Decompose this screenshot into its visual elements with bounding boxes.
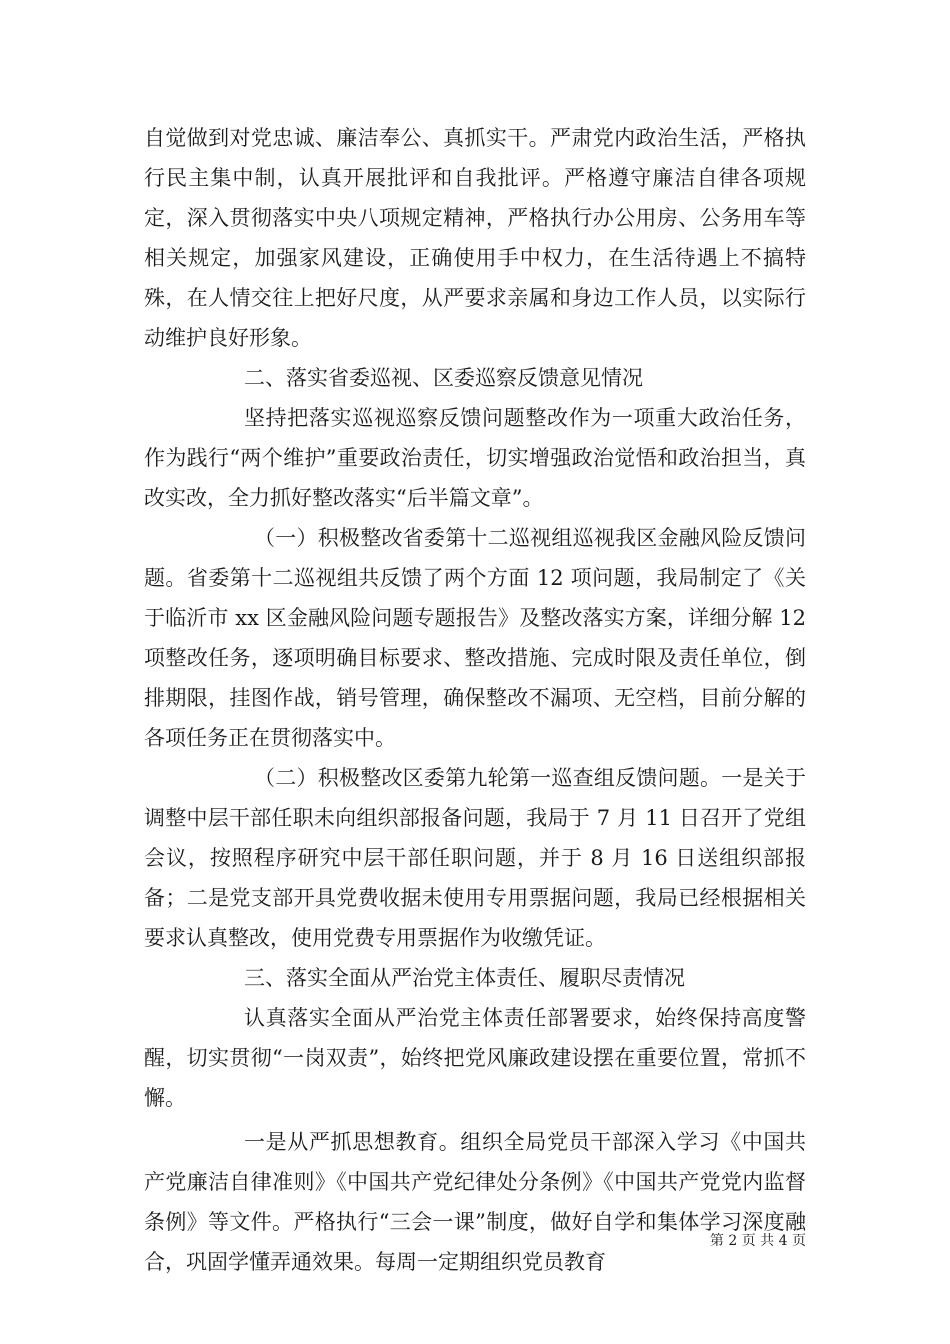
page-number-footer: 第 2 页 共 4 页 — [709, 1233, 806, 1249]
paragraph-section-2-intro: 坚持把落实巡视巡察反馈问题整改作为一项重大政治任务，作为践行“两个维护”重要政治责任，切实增强政治觉悟和政治担当，真改实改，全力抓好整改落实“后半篇文章”。 — [144, 406, 806, 510]
paragraph-section-3-intro: 认真落实全面从严治党主体责任部署要求，始终保持高度警醒，切实贯彻“一岗双责”，始终把党风廉政建设摆在重要位置，常抓不懈。 — [144, 1006, 806, 1110]
section-heading-2: 二、落实省委巡视、区委巡察反馈意见情况 — [244, 366, 643, 390]
paragraph-item-1: （一）积极整改省委第十二巡视组巡视我区金融风险反馈问题。省委第十二巡视组共反馈了两个方面 12 项问题，我局制定了《关于临沂市 xx 区金融风险问题专题报告》及整改落实方案，详细分解 12 项整改任务，逐项明确目标要求、整改措施、完成时限及责任单位，倒排期限，挂图作战，销号管理，确保整改不漏项、无空档，目前分解的各项任务正在贯彻落实中。 — [144, 526, 806, 750]
section-heading-3: 三、落实全面从严治党主体责任、履职尽责情况 — [244, 966, 685, 990]
paragraph-education: 一是从严抓思想教育。组织全局党员干部深入学习《中国共产党廉洁自律准则》《中国共产党纪律处分条例》《中国共产党党内监督条例》等文件。严格执行“三会一课”制度，做好自学和集体学习深度融合，巩固学懂弄通效果。每周一定期组织党员教育 — [144, 1130, 806, 1274]
paragraph-continuation: 自觉做到对党忠诚、廉洁奉公、真抓实干。严肃党内政治生活，严格执行民主集中制，认真开展批评和自我批评。严格遵守廉洁自律各项规定，深入贯彻落实中央八项规定精神，严格执行办公用房、公务用车等相关规定，加强家风建设，正确使用手中权力，在生活待遇上不搞特殊，在人情交往上把好尺度，从严要求亲属和身边工作人员，以实际行动维护良好形象。 — [144, 126, 806, 350]
paragraph-item-2: （二）积极整改区委第九轮第一巡查组反馈问题。一是关于调整中层干部任职未向组织部报备问题，我局于 7 月 11 日召开了党组会议，按照程序研究中层干部任职问题，并于 8 月 16 日送组织部报备；二是党支部开具党费收据未使用专用票据问题，我局已经根据相关要求认真整改，使用党费专用票据作为收缴凭证。 — [144, 766, 806, 950]
document-body — [144, 118, 806, 1282]
